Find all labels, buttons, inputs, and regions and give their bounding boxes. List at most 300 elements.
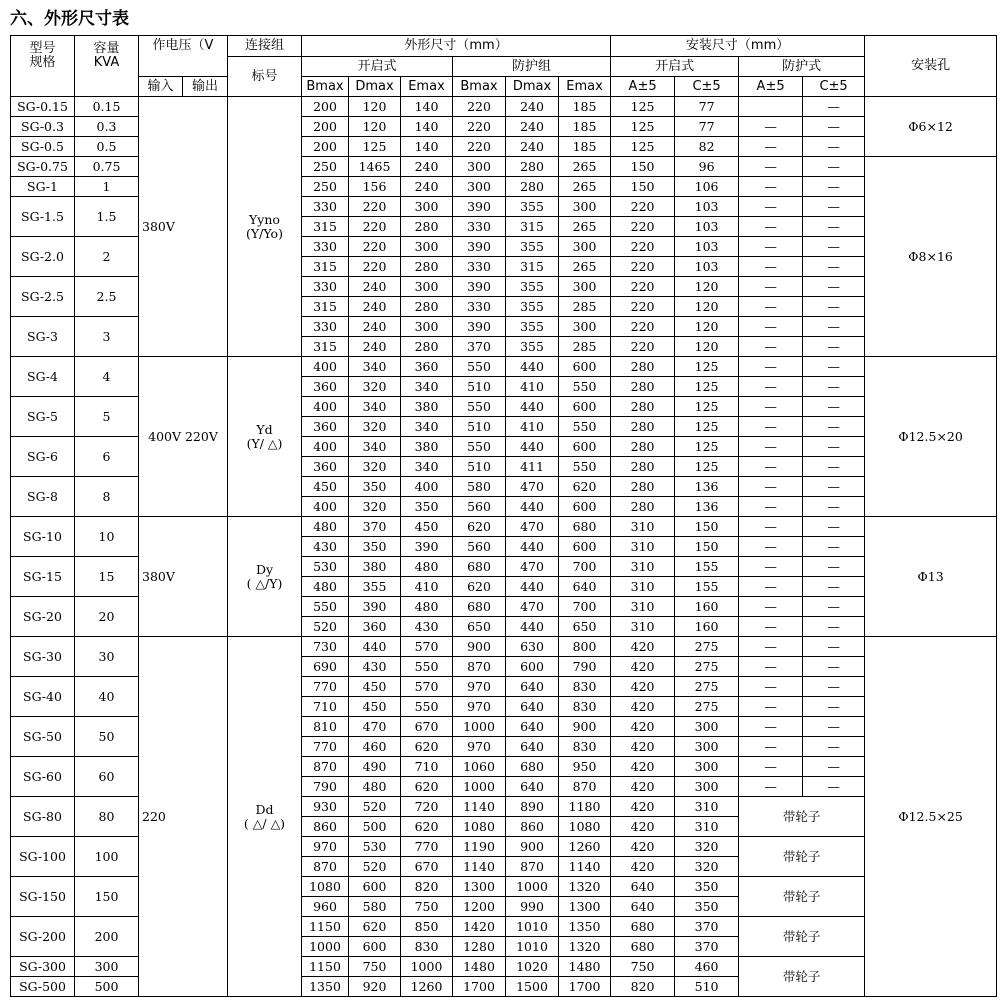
value-cell: — (803, 457, 865, 477)
value-cell: 830 (401, 937, 453, 957)
value-cell: 850 (401, 917, 453, 937)
value-cell: 140 (401, 117, 453, 137)
capacity-cell: 40 (75, 677, 139, 717)
value-cell: 390 (453, 237, 506, 257)
value-cell: 1010 (506, 937, 559, 957)
value-cell: 1260 (559, 837, 611, 857)
value-cell: 200 (302, 137, 349, 157)
value-cell: 650 (559, 617, 611, 637)
value-cell: 280 (506, 157, 559, 177)
capacity-cell: 5 (75, 397, 139, 437)
col-header-6: A±5 (611, 77, 675, 97)
value-cell: — (803, 97, 865, 117)
value-cell: — (803, 157, 865, 177)
value-cell: 265 (559, 157, 611, 177)
col-header-1: Dmax (349, 77, 401, 97)
capacity-cell: 8 (75, 477, 139, 517)
value-cell: 200 (302, 97, 349, 117)
value-cell: 120 (349, 117, 401, 137)
value-cell: — (803, 737, 865, 757)
value-cell: 480 (302, 517, 349, 537)
value-cell: 355 (506, 197, 559, 217)
value-cell: 315 (302, 257, 349, 277)
value-cell: 860 (302, 817, 349, 837)
value-cell: 310 (611, 537, 675, 557)
value-cell: — (739, 717, 803, 737)
value-cell: 370 (675, 917, 739, 937)
value-cell: 150 (675, 517, 739, 537)
value-cell: 570 (401, 677, 453, 697)
value-cell: 470 (506, 517, 559, 537)
value-cell: 150 (675, 537, 739, 557)
model-cell: SG-40 (11, 677, 75, 717)
value-cell: 185 (559, 137, 611, 157)
value-cell: 350 (675, 897, 739, 917)
value-cell: 470 (349, 717, 401, 737)
value-cell: 136 (675, 477, 739, 497)
value-cell: 340 (401, 457, 453, 477)
value-cell: 420 (611, 697, 675, 717)
value-cell: 370 (453, 337, 506, 357)
value-cell: — (803, 357, 865, 377)
value-cell: 240 (349, 317, 401, 337)
value-cell: 420 (611, 837, 675, 857)
value-cell: — (803, 597, 865, 617)
value-cell: 510 (453, 457, 506, 477)
value-cell: — (803, 617, 865, 637)
value-cell: 240 (349, 337, 401, 357)
value-cell: 315 (302, 217, 349, 237)
value-cell: 1060 (453, 757, 506, 777)
value-cell: — (803, 257, 865, 277)
voltage-cell: 380V (139, 517, 228, 637)
model-cell: SG-2.5 (11, 277, 75, 317)
connection-cell: Yyno (Y/Yo) (228, 97, 302, 357)
value-cell: 690 (302, 657, 349, 677)
value-cell: 77 (675, 117, 739, 137)
value-cell: 300 (559, 277, 611, 297)
value-cell: 355 (506, 317, 559, 337)
dimensions-table (10, 35, 997, 997)
capacity-cell: 300 (75, 957, 139, 977)
value-cell: 440 (506, 497, 559, 517)
value-cell: 330 (302, 197, 349, 217)
value-cell: 1080 (559, 817, 611, 837)
capacity-cell: 0.15 (75, 97, 139, 117)
mount-hole-cell: Φ13 (865, 517, 997, 637)
value-cell: 280 (611, 357, 675, 377)
value-cell: 300 (559, 317, 611, 337)
capacity-cell: 0.75 (75, 157, 139, 177)
value-cell: — (803, 537, 865, 557)
value-cell: 120 (675, 297, 739, 317)
value-cell: — (739, 617, 803, 637)
value-cell: 1180 (559, 797, 611, 817)
value-cell: 1150 (302, 957, 349, 977)
value-cell: 430 (349, 657, 401, 677)
value-cell: 700 (559, 557, 611, 577)
value-cell: — (739, 537, 803, 557)
value-cell: — (739, 357, 803, 377)
value-cell: 870 (453, 657, 506, 677)
voltage-in-header: 输入 (139, 77, 183, 97)
value-cell: 355 (506, 297, 559, 317)
value-cell: 570 (401, 637, 453, 657)
value-cell: 120 (349, 97, 401, 117)
value-cell: 420 (611, 797, 675, 817)
page-title: 六、外形尺寸表 (10, 9, 129, 29)
value-cell: 600 (506, 657, 559, 677)
value-cell: 125 (675, 397, 739, 417)
value-cell: — (803, 417, 865, 437)
value-cell: 300 (453, 157, 506, 177)
value-cell: 160 (675, 597, 739, 617)
value-cell: 770 (302, 677, 349, 697)
value-cell: 390 (453, 277, 506, 297)
wheels-note: 带轮子 (739, 877, 865, 917)
install-open-header: 开启式 (611, 57, 739, 77)
value-cell: 450 (349, 677, 401, 697)
value-cell: 265 (559, 217, 611, 237)
value-cell: 220 (611, 197, 675, 217)
value-cell: 890 (506, 797, 559, 817)
value-cell: 620 (401, 777, 453, 797)
voltage-cell: 400V 220V (139, 357, 228, 517)
mount-hole-header: 安装孔 (865, 36, 997, 97)
value-cell: — (803, 717, 865, 737)
value-cell: 720 (401, 797, 453, 817)
table-row (11, 357, 997, 377)
value-cell: 1700 (453, 977, 506, 997)
value-cell: 330 (302, 237, 349, 257)
value-cell: — (803, 237, 865, 257)
value-cell: 300 (453, 177, 506, 197)
value-cell: 280 (611, 497, 675, 517)
value-cell: 700 (559, 597, 611, 617)
value-cell: 670 (401, 857, 453, 877)
value-cell: 240 (401, 177, 453, 197)
value-cell: 1500 (506, 977, 559, 997)
value-cell: 360 (302, 457, 349, 477)
value-cell: 156 (349, 177, 401, 197)
value-cell: 315 (506, 257, 559, 277)
value-cell: 420 (611, 777, 675, 797)
value-cell: 640 (611, 897, 675, 917)
value-cell: 220 (611, 337, 675, 357)
value-cell: 580 (349, 897, 401, 917)
value-cell: 680 (506, 757, 559, 777)
value-cell: 150 (611, 177, 675, 197)
value-cell: 900 (453, 637, 506, 657)
value-cell: 830 (559, 697, 611, 717)
value-cell: 800 (559, 637, 611, 657)
value-cell: 1150 (302, 917, 349, 937)
capacity-cell: 1 (75, 177, 139, 197)
value-cell: 620 (453, 577, 506, 597)
value-cell: 330 (453, 297, 506, 317)
value-cell: 103 (675, 197, 739, 217)
value-cell: — (739, 637, 803, 657)
value-cell: 280 (611, 397, 675, 417)
value-cell: 1420 (453, 917, 506, 937)
value-cell: — (739, 597, 803, 617)
value-cell: 220 (349, 197, 401, 217)
value-cell: 830 (559, 737, 611, 757)
value-cell: 120 (675, 317, 739, 337)
mount-hole-cell: Φ8×16 (865, 157, 997, 357)
value-cell: 1300 (453, 877, 506, 897)
model-cell: SG-0.5 (11, 137, 75, 157)
value-cell: 1080 (302, 877, 349, 897)
value-cell: 770 (302, 737, 349, 757)
value-cell: 820 (401, 877, 453, 897)
value-cell: 600 (559, 357, 611, 377)
value-cell: 400 (401, 477, 453, 497)
value-cell: 300 (401, 317, 453, 337)
col-header-8: A±5 (739, 77, 803, 97)
value-cell: — (803, 637, 865, 657)
value-cell: — (803, 377, 865, 397)
value-cell: 470 (506, 597, 559, 617)
col-header-4: Dmax (506, 77, 559, 97)
protect-group-header: 防护组 (453, 57, 611, 77)
model-cell: SG-60 (11, 757, 75, 797)
value-cell: 520 (349, 857, 401, 877)
capacity-cell: 3 (75, 317, 139, 357)
value-cell: — (803, 297, 865, 317)
value-cell: 470 (506, 557, 559, 577)
value-cell: 450 (302, 477, 349, 497)
capacity-header: 容量 KVA (75, 36, 139, 77)
value-cell: 300 (675, 757, 739, 777)
value-cell: 1300 (559, 897, 611, 917)
value-cell: 400 (302, 497, 349, 517)
model-cell: SG-15 (11, 557, 75, 597)
value-cell: 300 (401, 237, 453, 257)
value-cell: 500 (349, 817, 401, 837)
value-cell: 185 (559, 117, 611, 137)
value-cell: — (803, 777, 865, 797)
connection-cell: Yd (Y/ △) (228, 357, 302, 517)
value-cell: 600 (559, 537, 611, 557)
model-spacer (11, 77, 75, 97)
model-cell: SG-200 (11, 917, 75, 957)
value-cell: 160 (675, 617, 739, 637)
value-cell: 600 (559, 437, 611, 457)
value-cell: 300 (401, 277, 453, 297)
value-cell: — (739, 237, 803, 257)
value-cell: 140 (401, 137, 453, 157)
wheels-note: 带轮子 (739, 837, 865, 877)
value-cell: — (739, 497, 803, 517)
col-header-5: Emax (559, 77, 611, 97)
value-cell: — (739, 677, 803, 697)
value-cell: 300 (675, 717, 739, 737)
value-cell: 370 (675, 937, 739, 957)
value-cell: 220 (349, 257, 401, 277)
value-cell: — (803, 397, 865, 417)
model-cell: SG-150 (11, 877, 75, 917)
value-cell: 460 (675, 957, 739, 977)
value-cell: 430 (401, 617, 453, 637)
value-cell: 285 (559, 297, 611, 317)
value-cell: 1140 (559, 857, 611, 877)
value-cell: 280 (611, 477, 675, 497)
value-cell: — (739, 657, 803, 677)
value-cell: 96 (675, 157, 739, 177)
value-cell: 240 (349, 277, 401, 297)
model-cell: SG-20 (11, 597, 75, 637)
value-cell: 550 (401, 697, 453, 717)
value-cell: 360 (302, 377, 349, 397)
value-cell: 1000 (453, 777, 506, 797)
value-cell: 103 (675, 237, 739, 257)
value-cell: 490 (349, 757, 401, 777)
value-cell: 750 (349, 957, 401, 977)
value-cell: 640 (611, 877, 675, 897)
wheels-note: 带轮子 (739, 957, 865, 997)
value-cell: 120 (675, 337, 739, 357)
model-cell: SG-500 (11, 977, 75, 997)
value-cell: — (803, 757, 865, 777)
value-cell: 970 (302, 837, 349, 857)
value-cell: 1140 (453, 797, 506, 817)
model-cell: SG-0.3 (11, 117, 75, 137)
connection-header: 连接组 (228, 36, 302, 57)
model-header: 型号 规格 (11, 36, 75, 77)
col-header-7: C±5 (675, 77, 739, 97)
model-cell: SG-100 (11, 837, 75, 877)
value-cell: 600 (559, 397, 611, 417)
value-cell: 440 (506, 617, 559, 637)
value-cell: 640 (506, 677, 559, 697)
capacity-spacer (75, 77, 139, 97)
value-cell: 680 (453, 597, 506, 617)
value-cell: 1350 (559, 917, 611, 937)
value-cell: 320 (675, 857, 739, 877)
model-cell: SG-50 (11, 717, 75, 757)
value-cell: 320 (675, 837, 739, 857)
capacity-cell: 200 (75, 917, 139, 957)
value-cell: 470 (506, 477, 559, 497)
value-cell: 650 (453, 617, 506, 637)
value-cell: 1080 (453, 817, 506, 837)
value-cell: 125 (611, 97, 675, 117)
value-cell: 380 (349, 557, 401, 577)
value-cell: 275 (675, 657, 739, 677)
value-cell: 310 (611, 597, 675, 617)
capacity-cell: 150 (75, 877, 139, 917)
value-cell: 620 (453, 517, 506, 537)
value-cell: 420 (611, 717, 675, 737)
value-cell: 550 (453, 397, 506, 417)
value-cell: 355 (506, 277, 559, 297)
value-cell (739, 97, 803, 117)
value-cell: — (803, 197, 865, 217)
value-cell: 220 (611, 217, 675, 237)
voltage-cell: 380V (139, 97, 228, 357)
value-cell: — (803, 337, 865, 357)
value-cell: 1020 (506, 957, 559, 977)
value-cell: — (803, 137, 865, 157)
value-cell: 1700 (559, 977, 611, 997)
value-cell: 355 (506, 237, 559, 257)
value-cell: 1000 (302, 937, 349, 957)
value-cell: 950 (559, 757, 611, 777)
value-cell: 1190 (453, 837, 506, 857)
value-cell: — (803, 697, 865, 717)
value-cell: 560 (453, 537, 506, 557)
value-cell: 300 (675, 777, 739, 797)
value-cell: 200 (302, 117, 349, 137)
value-cell: 220 (611, 297, 675, 317)
value-cell: 420 (611, 857, 675, 877)
value-cell: 220 (453, 97, 506, 117)
value-cell: 410 (506, 377, 559, 397)
value-cell: — (803, 477, 865, 497)
model-cell: SG-1.5 (11, 197, 75, 237)
value-cell: 340 (349, 357, 401, 377)
install-dims-header: 安装尺寸（mm） (611, 36, 865, 57)
value-cell: 640 (506, 737, 559, 757)
value-cell: 550 (559, 377, 611, 397)
value-cell: 320 (349, 497, 401, 517)
value-cell: 340 (349, 437, 401, 457)
value-cell: 185 (559, 97, 611, 117)
model-cell: SG-0.75 (11, 157, 75, 177)
capacity-cell: 100 (75, 837, 139, 877)
value-cell: 380 (401, 397, 453, 417)
model-cell: SG-300 (11, 957, 75, 977)
value-cell: 440 (506, 357, 559, 377)
value-cell: 480 (302, 577, 349, 597)
value-cell: 220 (349, 217, 401, 237)
value-cell: 280 (401, 297, 453, 317)
value-cell: 1465 (349, 157, 401, 177)
capacity-cell: 2.5 (75, 277, 139, 317)
value-cell: 330 (302, 277, 349, 297)
value-cell: 390 (453, 317, 506, 337)
value-cell: 600 (349, 937, 401, 957)
value-cell: — (739, 317, 803, 337)
value-cell: 380 (401, 437, 453, 457)
mount-hole-cell: Φ12.5×20 (865, 357, 997, 517)
value-cell: 870 (559, 777, 611, 797)
value-cell: 420 (611, 637, 675, 657)
value-cell: 810 (302, 717, 349, 737)
value-cell: 330 (302, 317, 349, 337)
value-cell: 220 (349, 237, 401, 257)
value-cell: — (803, 277, 865, 297)
mount-hole-cell: Φ6×12 (865, 97, 997, 157)
value-cell: 240 (401, 157, 453, 177)
value-cell: 580 (453, 477, 506, 497)
value-cell: — (803, 517, 865, 537)
value-cell: — (803, 117, 865, 137)
value-cell: 440 (349, 637, 401, 657)
value-cell: 510 (675, 977, 739, 997)
connection-mark-header: 标号 (228, 57, 302, 97)
value-cell: — (803, 557, 865, 577)
value-cell: 280 (611, 377, 675, 397)
value-cell: 960 (302, 897, 349, 917)
model-cell: SG-5 (11, 397, 75, 437)
model-cell: SG-2.0 (11, 237, 75, 277)
value-cell: 930 (302, 797, 349, 817)
value-cell: — (739, 337, 803, 357)
value-cell: 265 (559, 257, 611, 277)
value-cell: 340 (349, 397, 401, 417)
